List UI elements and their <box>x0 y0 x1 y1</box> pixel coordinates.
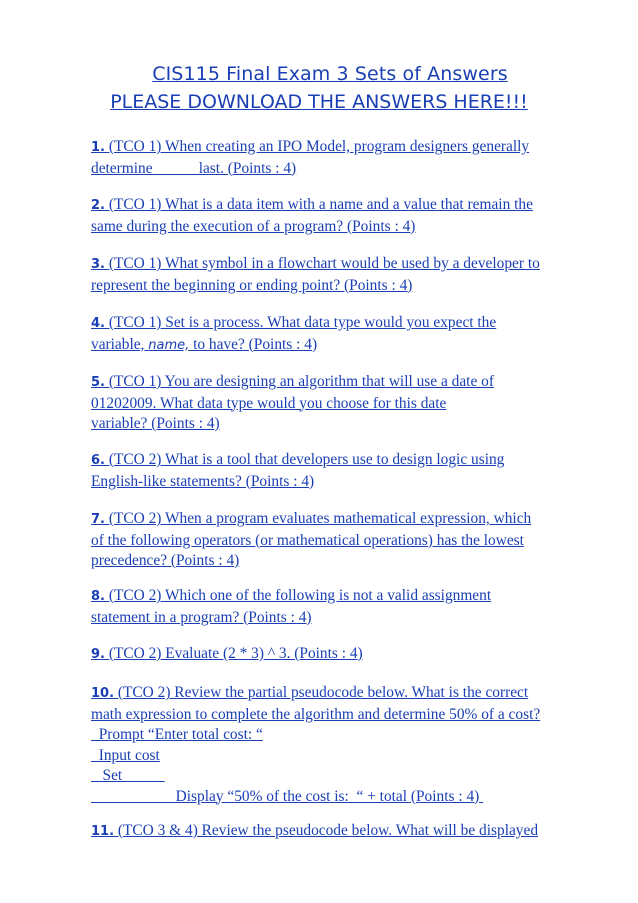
pseudocode-line: Input cost <box>91 746 160 764</box>
variable-name: name, <box>148 337 190 353</box>
question-text: (TCO 1) Set is a process. What data type would you expect the <box>104 314 497 331</box>
question-item[interactable] <box>91 586 601 628</box>
question-text: represent the beginning or ending point? (Points : 4) <box>91 276 413 294</box>
question-text: to have? (Points : 4) <box>189 335 318 353</box>
question-item[interactable] <box>91 372 601 435</box>
question-text: (TCO 1) What symbol in a flowchart would be used by a developer to <box>104 255 540 272</box>
question-text: of the following operators (or mathematical operations) has the lowest <box>91 531 524 549</box>
question-text: (TCO 3 & 4) Review the pseudocode below. What will be displayed <box>114 822 539 839</box>
question-item[interactable] <box>91 509 601 572</box>
question-number: 8. <box>91 589 105 604</box>
question-text: determine _____ last. (Points : 4) <box>91 159 297 177</box>
pseudocode-line: Display “50% of the cost is: “ + total (Points : 4) <box>91 787 484 805</box>
pseudocode-line: Set _____ <box>91 767 165 784</box>
question-item[interactable] <box>91 450 601 492</box>
question-number: 5. <box>91 375 105 390</box>
question-text: same during the execution of a program? (Points : 4) <box>91 217 416 235</box>
question-item[interactable] <box>91 313 601 356</box>
question-item[interactable] <box>91 137 601 179</box>
question-text: variable? (Points : 4) <box>91 415 220 432</box>
question-text: (TCO 2) What is a tool that developers use to design logic using <box>104 451 505 468</box>
question-text: (TCO 2) Which one of the following is not a valid assignment <box>104 587 492 604</box>
question-number: 7. <box>91 512 105 527</box>
question-text: variable, <box>91 335 149 353</box>
question-number: 10. <box>91 686 115 701</box>
question-number: 4. <box>91 316 105 331</box>
question-item[interactable] <box>91 683 601 807</box>
question-item[interactable] <box>91 821 601 843</box>
question-text: (TCO 2) Review the partial pseudocode below. What is the correct <box>114 684 529 701</box>
pseudocode-line: Prompt “Enter total cost: “ <box>91 726 263 743</box>
question-text: statement in a program? (Points : 4) <box>91 608 312 626</box>
question-text: (TCO 2) Evaluate (2 * 3) ^ 3. (Points : 4) <box>104 645 363 662</box>
question-item[interactable] <box>91 195 601 237</box>
question-item[interactable] <box>91 644 601 666</box>
question-text: precedence? (Points : 4) <box>91 552 240 569</box>
question-number: 9. <box>91 647 105 662</box>
download-answers-link[interactable]: PLEASE DOWNLOAD THE ANSWERS HERE!!! <box>110 91 528 113</box>
page-title: CIS115 Final Exam 3 Sets of Answers <box>152 63 508 85</box>
question-text: (TCO 1) What is a data item with a name and a value that remain the <box>104 196 533 213</box>
question-text: English-like statements? (Points : 4) <box>91 472 315 490</box>
question-number: 11. <box>91 824 115 839</box>
question-number: 6. <box>91 453 105 468</box>
question-text: (TCO 2) When a program evaluates mathematical expression, which <box>104 510 532 527</box>
question-item[interactable] <box>91 254 601 296</box>
question-text: (TCO 1) When creating an IPO Model, program designers generally <box>104 138 530 155</box>
question-text: (TCO 1) You are designing an algorithm that will use a date of <box>104 373 494 390</box>
question-text: math expression to complete the algorithm and determine 50% of a cost? <box>91 705 541 723</box>
question-number: 1. <box>91 140 105 155</box>
question-text: 01202009. What data type would you choose for this date <box>91 394 447 412</box>
question-number: 2. <box>91 198 105 213</box>
question-number: 3. <box>91 257 105 272</box>
document-header <box>0 60 638 116</box>
